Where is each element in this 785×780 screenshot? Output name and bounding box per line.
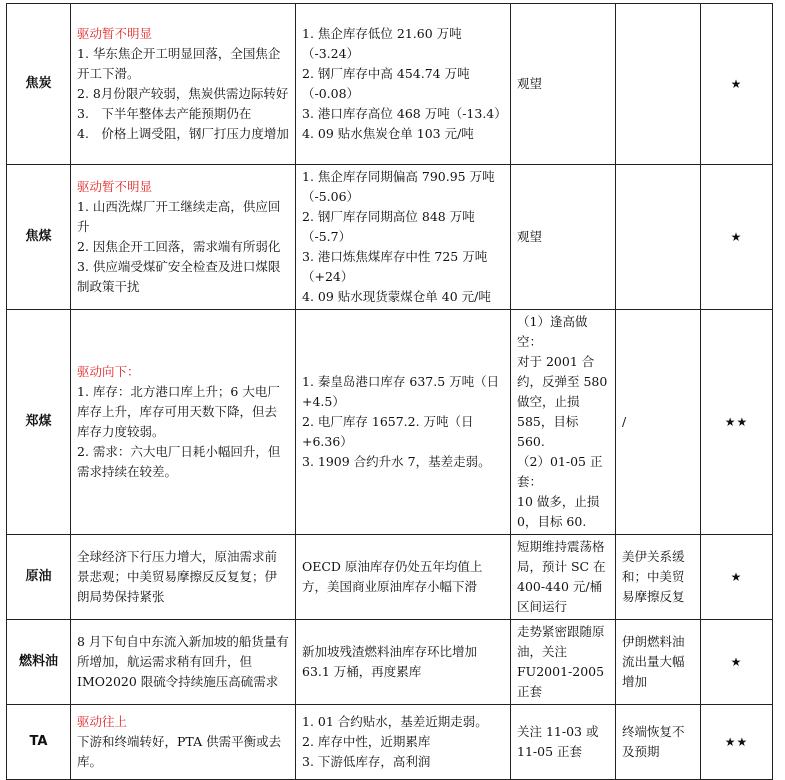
rating-stars: ★ [701, 4, 773, 165]
table-row [7, 165, 773, 310]
strategy-text: 观望 [517, 76, 543, 91]
rating-stars: ★ [701, 620, 773, 705]
inventory-cell [296, 535, 511, 620]
table-row [7, 310, 773, 535]
driver-line: 1. 库存：北方港口库上升；6 大电厂库存上升，库存可用天数下降，但去库存力度较弱。 [77, 384, 280, 439]
strategy-text: 走势紧密跟随原油，关注 FU2001-2005 正套 [517, 624, 605, 699]
other-cell [616, 4, 701, 165]
strategy-line: （1）逢高做空： [517, 314, 588, 349]
driver-line: 2. 需求：六大电厂日耗小幅回升，但需求持续在较差。 [77, 444, 281, 479]
driver-line: 2. 8月份限产较弱，焦炭供需边际转好 [77, 86, 289, 101]
rating-stars: ★ [701, 165, 773, 310]
strategy-text: 关注 11-03 或 11-05 正套 [517, 724, 599, 759]
driver-cell [71, 535, 296, 620]
strategy-cell [511, 310, 616, 535]
driver-label: 驱动暂不明显 [77, 26, 153, 41]
driver-label: 驱动往上 [77, 714, 128, 729]
inventory-line: 4. 09 贴水焦炭仓单 103 元/吨 [302, 126, 474, 141]
commodity-name: 焦炭 [7, 4, 71, 165]
inventory-line: 2. 钢厂库存中高 454.74 万吨（-0.08） [302, 66, 470, 101]
driver-line: 3. 下半年整体去产能预期仍在 [77, 106, 252, 121]
strategy-cell [511, 620, 616, 705]
driver-cell [71, 705, 296, 780]
inventory-line: 1. 焦企库存低位 21.60 万吨（-3.24） [302, 26, 462, 61]
inventory-line: 3. 港口炼焦煤库存中性 725 万吨（+24） [302, 249, 488, 284]
driver-label: 驱动向下： [77, 364, 140, 379]
commodity-name: 原油 [7, 535, 71, 620]
inventory-line: 新加坡残渣燃料油库存环比增加 63.1 万桶，再度累库 [302, 644, 478, 679]
driver-line: 4. 价格上调受阻，钢厂打压力度增加 [77, 126, 289, 141]
commodity-name: 焦煤 [7, 165, 71, 310]
inventory-line: 2. 钢厂库存同期高位 848 万吨（-5.7） [302, 209, 475, 244]
rating-stars: ★ [701, 535, 773, 620]
driver-line: 1. 华东焦企开工明显回落，全国焦企开工下滑。 [77, 46, 281, 81]
driver-cell [71, 4, 296, 165]
strategy-cell [511, 535, 616, 620]
strategy-cell [511, 4, 616, 165]
strategy-cell [511, 165, 616, 310]
strategy-line: （2）01-05 正套： [517, 454, 603, 489]
commodity-name: TA [7, 705, 71, 780]
driver-cell [71, 310, 296, 535]
other-cell [616, 165, 701, 310]
inventory-cell [296, 620, 511, 705]
commodity-name: 燃料油 [7, 620, 71, 705]
driver-cell [71, 165, 296, 310]
table-row [7, 620, 773, 705]
table-row [7, 4, 773, 165]
other-cell: 美伊关系缓和；中美贸易摩擦反复 [616, 535, 701, 620]
strategy-text: 短期维持震荡格局，预计 SC 在 400-440 元/桶区间运行 [517, 539, 606, 614]
inventory-line: 2. 库存中性，近期累库 [302, 734, 431, 749]
driver-line: 1. 山西洗煤厂开工继续走高，供应回升 [77, 199, 281, 234]
inventory-line: 4. 09 贴水现货蒙煤仓单 40 元/吨 [302, 289, 491, 304]
driver-label: 驱动暂不明显 [77, 179, 153, 194]
driver-line: 下游和终端转好，PTA 供需平衡或去库。 [77, 734, 282, 769]
other-cell: / [616, 310, 701, 535]
rating-stars: ★★ [701, 705, 773, 780]
inventory-line: 3. 下游低库存，高利润 [302, 754, 431, 769]
inventory-line: 1. 01 合约贴水，基差近期走弱。 [302, 714, 488, 729]
commodity-name: 郑煤 [7, 310, 71, 535]
inventory-cell [296, 4, 511, 165]
inventory-line: 1. 焦企库存同期偏高 790.95 万吨（-5.06） [302, 169, 495, 204]
inventory-line: 3. 1909 合约升水 7，基差走弱。 [302, 454, 491, 469]
other-cell: 终端恢复不及预期 [616, 705, 701, 780]
inventory-line: 1. 秦皇岛港口库存 637.5 万吨（日+4.5） [302, 374, 500, 409]
strategy-text: 观望 [517, 229, 543, 244]
table-row [7, 705, 773, 780]
driver-line: 2. 因焦企开工回落，需求端有所弱化 [77, 239, 281, 254]
inventory-cell [296, 705, 511, 780]
inventory-line: 3. 港口库存高位 468 万吨（-13.4） [302, 106, 507, 121]
commodity-strategy-table [6, 3, 773, 780]
driver-line: 8 月下旬自中东流入新加坡的船货量有所增加，航运需求稍有回升，但 IMO2020 限硫令持续施压高硫需求 [77, 634, 289, 689]
strategy-line: 10 做多，止损 0，目标 60. [517, 494, 600, 529]
inventory-line: 2. 电厂库存 1657.2. 万吨（日+6.36） [302, 414, 474, 449]
strategy-line: 对于 2001 合约，反弹至 580 做空，止损 585，目标 560. [517, 354, 608, 449]
strategy-cell [511, 705, 616, 780]
driver-line: 3. 供应端受煤矿安全检查及进口煤限制政策干扰 [77, 259, 281, 294]
inventory-cell [296, 165, 511, 310]
inventory-line: OECD 原油库存仍处五年均值上方，美国商业原油库存小幅下滑 [302, 559, 483, 594]
driver-cell [71, 620, 296, 705]
table-row [7, 535, 773, 620]
inventory-cell [296, 310, 511, 535]
driver-line: 全球经济下行压力增大，原油需求前景悲观；中美贸易摩擦反反复复；伊朗局势保持紧张 [77, 549, 278, 604]
rating-stars: ★★ [701, 310, 773, 535]
other-cell: 伊朗燃料油流出量大幅增加 [616, 620, 701, 705]
